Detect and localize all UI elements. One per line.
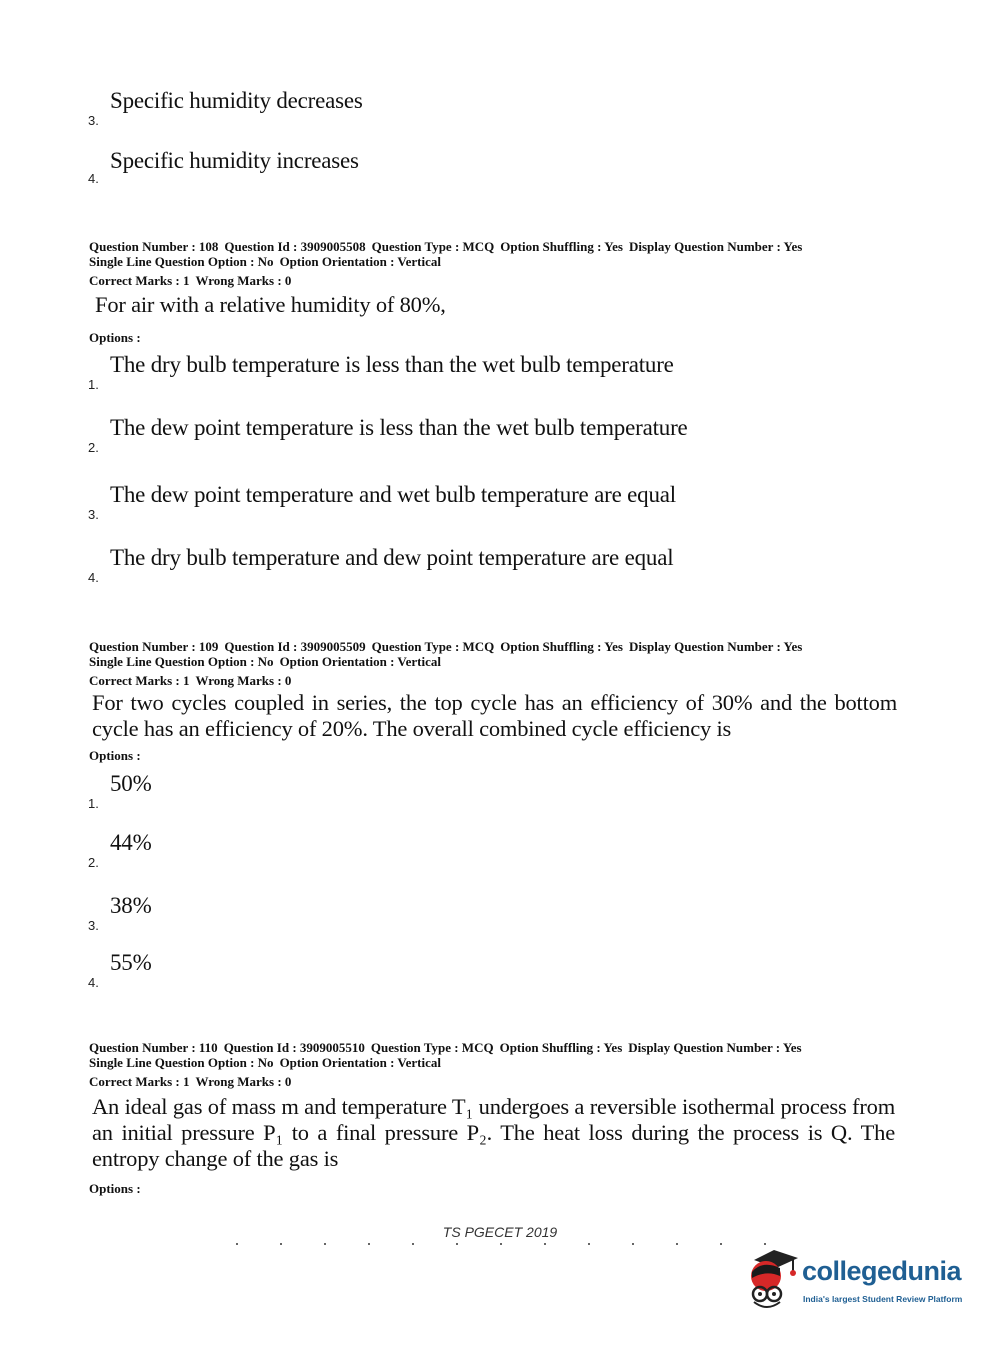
option-number: 3.	[88, 507, 99, 522]
question-marks: Correct Marks : 1 Wrong Marks : 0	[89, 1074, 292, 1089]
option-text: 44%	[110, 830, 152, 855]
question-text: For air with a relative humidity of 80%,	[95, 292, 446, 317]
option-text: Specific humidity decreases	[110, 88, 363, 113]
question-meta: Question Number : 108 Question Id : 3909005508 Question Type : MCQ Option Shuffling : Yes Display Question Number : Yes Single Line Question Option : No Option Orientation : Vertical	[89, 239, 803, 269]
options-label: Options :	[89, 330, 141, 345]
option-number: 2.	[88, 855, 99, 870]
option-text: Specific humidity increases	[110, 148, 359, 173]
question-meta: Question Number : 110 Question Id : 3909005510 Question Type : MCQ Option Shuffling : Yes Display Question Number : Yes Single Line Question Option : No Option Orientation : Vertical	[89, 1040, 802, 1070]
options-label: Options :	[89, 748, 141, 763]
option-text: The dry bulb temperature and dew point temperature are equal	[110, 545, 674, 570]
option-text: 38%	[110, 893, 152, 918]
option-number: 3.	[88, 918, 99, 933]
question-text: For two cycles coupled in series, the top cycle has an efficiency of 30% and the bottom cycle has an efficiency of 20%. The overall combined cycle efficiency is	[92, 690, 897, 741]
graduate-mascot-icon	[740, 1246, 802, 1316]
option-text: 50%	[110, 771, 152, 796]
options-label: Options :	[89, 1181, 141, 1196]
option-text: The dry bulb temperature is less than the wet bulb temperature	[110, 352, 674, 377]
divider	[236, 1243, 796, 1245]
option-text: The dew point temperature is less than the wet bulb temperature	[110, 415, 688, 440]
question-text: An ideal gas of mass m and temperature T₁ undergoes a reversible isothermal process from an initial pressure P₁ to a final pressure P₂. The heat loss during the process is Q. The entropy change of the gas is	[92, 1094, 895, 1171]
option-number: 2.	[88, 440, 99, 455]
question-meta: Question Number : 109 Question Id : 3909005509 Question Type : MCQ Option Shuffling : Yes Display Question Number : Yes Single Line Question Option : No Option Orientation : Vertical	[89, 639, 803, 669]
option-text: The dew point temperature and wet bulb temperature are equal	[110, 482, 676, 507]
brand-tagline: India's largest Student Review Platform	[803, 1294, 963, 1304]
option-text: 55%	[110, 950, 152, 975]
collegedunia-logo[interactable]	[740, 1246, 970, 1316]
option-number: 4.	[88, 570, 99, 585]
footer-exam-name: TS PGECET 2019	[442, 1224, 558, 1240]
option-number: 4.	[88, 171, 99, 186]
question-marks: Correct Marks : 1 Wrong Marks : 0	[89, 673, 292, 688]
option-number: 3.	[88, 113, 99, 128]
option-number: 1.	[88, 796, 99, 811]
brand-name: collegedunia	[802, 1256, 962, 1286]
question-marks: Correct Marks : 1 Wrong Marks : 0	[89, 273, 292, 288]
option-number: 1.	[88, 377, 99, 392]
option-number: 4.	[88, 975, 99, 990]
